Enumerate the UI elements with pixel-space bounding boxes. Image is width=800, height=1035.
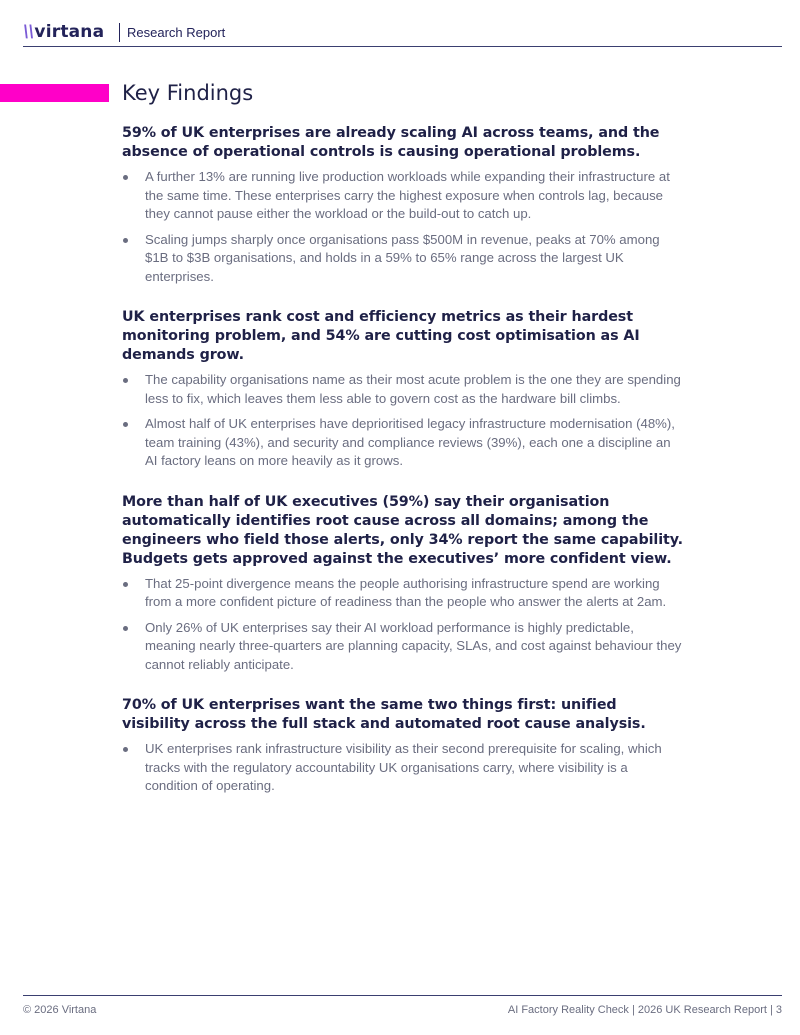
bullet-item	[122, 575, 684, 612]
finding-bullets	[122, 740, 684, 796]
bullet-text: A further 13% are running live production workloads while expanding their infrastructure at the same time. These enterprises carry the highest exposure when controls lag, because they cannot pause either the workload or the build-out to catch up.	[145, 169, 670, 221]
virtana-logo	[23, 20, 104, 44]
finding-2	[122, 308, 684, 471]
bullet-icon	[123, 378, 128, 383]
bullet-item	[122, 371, 684, 408]
finding-1	[122, 124, 684, 286]
finding-heading: More than half of UK executives (59%) say their organisation automatically identifies root cause across all domains; among the engineers who field those alerts, only 34% report the same capability. Budgets gets approved against the executives’ more confident view.	[122, 493, 683, 567]
page-title: Key Findings	[122, 81, 254, 105]
finding-bullets	[122, 371, 684, 471]
finding-4	[122, 696, 684, 796]
bullet-text: UK enterprises rank infrastructure visibility as their second prerequisite for scaling, which tracks with the regulatory accountability UK organisations carry, where visibility is a condition of operating.	[145, 741, 662, 793]
bullet-text: The capability organisations name as their most acute problem is the one they are spending less to fix, which leaves them less able to govern cost as the hardware bill climbs.	[145, 372, 681, 406]
logo-text: virtana	[34, 22, 105, 42]
header-divider	[119, 23, 120, 42]
findings-list	[122, 124, 684, 818]
bullet-icon	[123, 582, 128, 587]
finding-heading: UK enterprises rank cost and efficiency metrics as their hardest monitoring problem, and 54% are cutting cost optimisation as AI demands grow.	[122, 309, 640, 363]
bullet-text: Almost half of UK enterprises have deprioritised legacy infrastructure modernisation (48%), team training (43%), and security and compliance reviews (39%), each one a discipline an AI factory leans on more heavily as it grows.	[145, 416, 675, 468]
finding-bullets	[122, 575, 684, 675]
finding-3	[122, 493, 684, 675]
logo-mark-icon: \\	[23, 22, 34, 42]
footer-page-info: AI Factory Reality Check | 2026 UK Research Report | 3	[507, 1004, 782, 1016]
finding-heading: 70% of UK enterprises want the same two things first: unified visibility across the full stack and automated root cause analysis.	[122, 697, 646, 732]
bullet-item	[122, 619, 684, 675]
bullet-item	[122, 740, 684, 796]
title-accent-bar	[0, 84, 109, 102]
bullet-item	[122, 168, 684, 224]
bullet-icon	[123, 175, 128, 180]
page-header	[23, 20, 782, 48]
bullet-item	[122, 415, 684, 471]
header-rule	[23, 46, 782, 47]
bullet-item	[122, 231, 684, 287]
footer-copyright: © 2026 Virtana	[23, 1004, 97, 1016]
finding-bullets	[122, 168, 684, 286]
bullet-icon	[123, 422, 128, 427]
header-label: Research Report	[127, 25, 226, 40]
footer-rule	[23, 995, 782, 996]
bullet-icon	[123, 747, 128, 752]
bullet-text: Scaling jumps sharply once organisations pass $500M in revenue, peaks at 70% among $1B to $3B organisations, and holds in a 59% to 65% range across the largest UK enterprises.	[145, 231, 660, 284]
bullet-text: Only 26% of UK enterprises say their AI workload performance is highly predictable, meaning nearly three-quarters are planning capacity, SLAs, and cost against behaviour they cannot reliably anticipate.	[145, 619, 682, 672]
bullet-icon	[123, 626, 128, 631]
finding-heading: 59% of UK enterprises are already scaling AI across teams, and the absence of operational controls is causing operational problems.	[122, 125, 660, 160]
bullet-icon	[123, 238, 128, 243]
bullet-text: That 25-point divergence means the people authorising infrastructure spend are working from a more confident picture of readiness than the people who answer the alerts at 2am.	[145, 575, 667, 609]
